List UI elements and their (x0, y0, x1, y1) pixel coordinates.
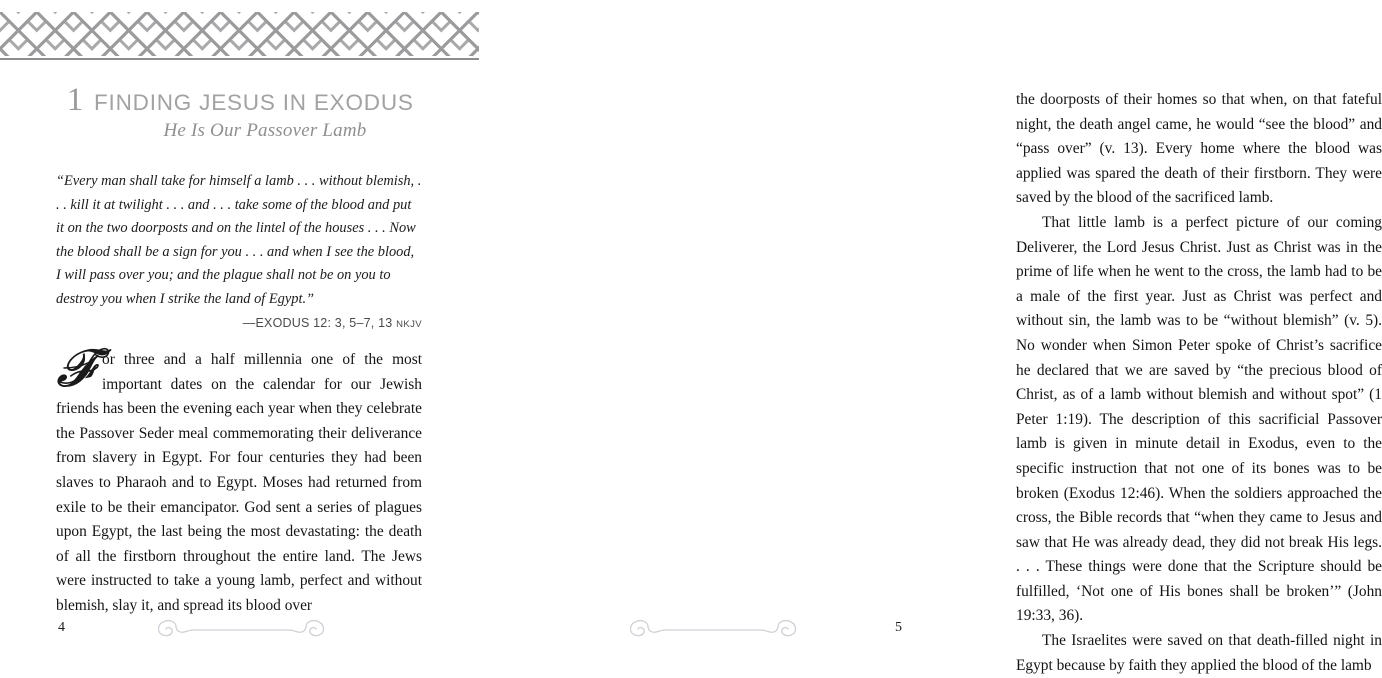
paragraph (56, 341, 422, 619)
paragraph (1016, 629, 1382, 678)
chapter-title: FINDING JESUS IN EXODUS (94, 90, 414, 115)
epigraph-citation (56, 316, 422, 330)
epigraph-block (56, 170, 422, 330)
right-page (480, 0, 1382, 674)
page-number: 4 (58, 620, 65, 635)
paragraph-text: The Israelites were saved on that death-filled night in Egypt because by faith they applied the blood of the lamb (1016, 632, 1382, 674)
epigraph-citation-version: NKJV (396, 319, 422, 330)
paragraph-text: That little lamb is a perfect picture of our coming Deliverer, the Lord Jesus Christ. Just as Christ was in the prime of life when he went to the cross, the lamb had to be a male of the first year. Just as Christ was perfect and without sin, the lamb was to be “without blemish” (v. 5). No wonder when Simon Peter spoke of Christ’s sacrifice he declared that we are saved by “the precious blood of Christ, as of a lamb without blemish and without spot” (1 Peter 1:19). The description of this sacrificial Passover lamb is given in minute detail in Exodus, even to the specific instruction that not one of its bones was to be broken (Exodus 12:46). When the soldiers approached the cross, the Bible records that “when they came to Jesus and saw that He was already dead, they did not break His legs. . . . These things were done that the Scripture should be fulfilled, ‘Not one of His bones shall be broken’” (John 19:33, 36). (1016, 213, 1382, 625)
paragraph (1016, 211, 1382, 629)
right-page-footer (480, 602, 960, 672)
left-page-footer (0, 602, 480, 672)
scroll-flourish-ornament (618, 616, 808, 642)
dropcap-glyph-text: 𝓕 (56, 341, 95, 398)
chapter-header (56, 84, 436, 142)
dropcap-spacer (56, 348, 102, 396)
epigraph-citation-reference: —EXODUS 12: 3, 5–7, 13 (242, 316, 393, 330)
paragraph (1016, 88, 1382, 211)
page-number: 5 (895, 620, 902, 635)
paragraph-text: the doorposts of their homes so that when, on that fateful night, the death angel came, he would “see the blood” and “pass over” (v. 13). Every home where the blood was applied was spared the death of their firstborn. They were saved by the blood of the sacrificed lamb. (1016, 91, 1382, 207)
chapter-subtitle: He Is Our Passover Lamb (163, 120, 367, 141)
left-page-body (56, 341, 422, 619)
epigraph-text: “Every man shall take for himself a lamb . . . without blemish, . . . kill it at twilight . . . and . . . take some of the blood and put it on the two doorposts and on the lintel of the houses . . . Now the blood shall be a sign for you . . . and when I see the blood, I will pass over you; and the plague shall not be on you to destroy you when I strike the land of Egypt.” (56, 173, 422, 307)
chapter-number: 1 (66, 82, 84, 118)
paragraph-text: or three and a half millennia one of the most important dates on the calendar for our Jewish friends has been the evening each year when they celebrate the Passover Seder meal commemorating their deliverance from slavery in Egypt. For four centuries they had been slaves to Pharaoh and to Egypt. Moses had returned from exile to be their emancipator. God sent a series of plagues upon Egypt, the last being the most devastating: the death of all the firstborn throughout the entire land. The Jews were instructed to take a young lamb, perfect and without blemish, slay it, and spread its blood over (56, 351, 422, 614)
left-page (0, 0, 480, 672)
scroll-flourish-ornament (146, 616, 336, 642)
right-page-body (1016, 88, 1382, 678)
